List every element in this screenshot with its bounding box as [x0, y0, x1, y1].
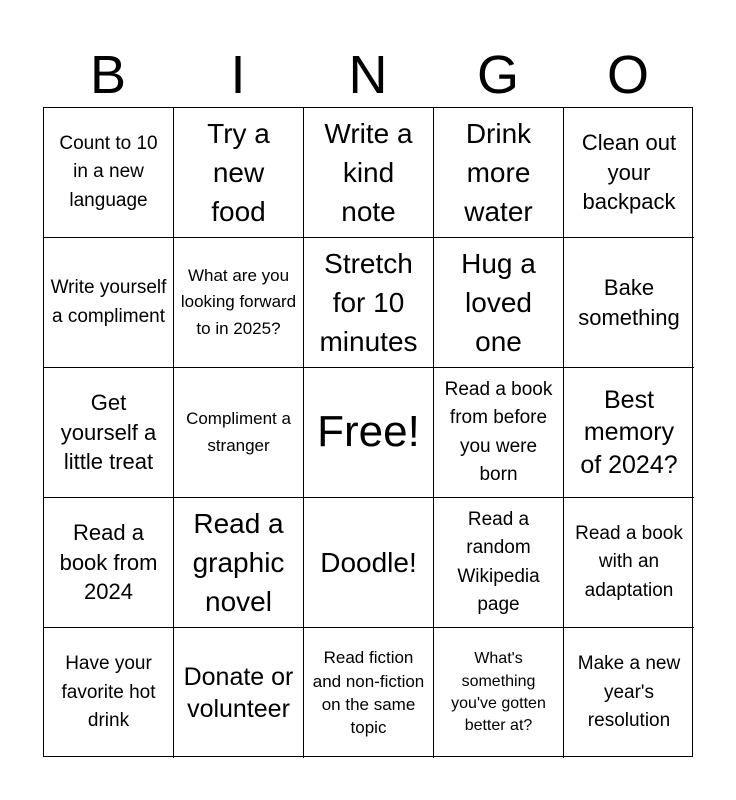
cell-text: What are you looking forward to in 2025?	[180, 265, 297, 338]
bingo-cell[interactable]	[564, 498, 694, 628]
bingo-cell[interactable]	[44, 498, 174, 628]
bingo-cell[interactable]	[434, 108, 564, 238]
bingo-board	[43, 107, 693, 757]
cell-text: Read a book with an adaptation	[575, 522, 683, 601]
cell-text: Doodle!	[320, 546, 417, 578]
bingo-cell[interactable]	[434, 238, 564, 368]
cell-text: Stretch for 10 minutes	[319, 247, 418, 358]
cell-text: Clean out your backpack	[581, 129, 677, 215]
bingo-cell[interactable]	[304, 628, 434, 758]
bingo-cell[interactable]	[44, 628, 174, 758]
header-letter-b: B	[89, 45, 127, 105]
bingo-cell[interactable]	[174, 238, 304, 368]
cell-text: Read a book from 2024	[59, 519, 158, 605]
cell-text: Bake something	[578, 274, 680, 330]
bingo-cell[interactable]	[434, 628, 564, 758]
bingo-cell[interactable]	[564, 628, 694, 758]
bingo-cell[interactable]	[434, 368, 564, 498]
bingo-cell-free[interactable]	[304, 368, 434, 498]
bingo-cell[interactable]	[564, 108, 694, 238]
header-letter-o: O	[606, 45, 649, 105]
cell-text: Hug a loved one	[461, 247, 536, 358]
bingo-cell[interactable]	[304, 238, 434, 368]
bingo-cell[interactable]	[564, 368, 694, 498]
bingo-cell[interactable]	[44, 368, 174, 498]
cell-text: Count to 10 in a new language	[59, 132, 158, 211]
cell-text: Write a kind note	[324, 117, 413, 228]
cell-text: Read a random Wikipedia page	[457, 508, 540, 615]
bingo-cell[interactable]	[304, 108, 434, 238]
cell-text: Have your favorite hot drink	[61, 653, 156, 732]
header-letter-n: N	[348, 45, 388, 105]
cell-text: Compliment a stranger	[186, 409, 291, 455]
cell-text: Make a new year's resolution	[577, 653, 681, 732]
header-letter-i: I	[230, 45, 246, 105]
cell-text: Write yourself a compliment	[50, 277, 167, 327]
bingo-cell[interactable]	[174, 108, 304, 238]
cell-text: What's something you've gotten better at?	[451, 650, 546, 735]
cell-text: Read a graphic novel	[192, 507, 285, 618]
cell-text: Read fiction and non-fiction on the same topic	[312, 648, 425, 738]
free-space-text: Free!	[317, 407, 420, 457]
bingo-cell[interactable]	[174, 498, 304, 628]
cell-text: Drink more water	[464, 117, 533, 228]
cell-text: Get yourself a little treat	[60, 389, 157, 475]
bingo-cell[interactable]	[44, 238, 174, 368]
bingo-cell[interactable]	[174, 368, 304, 498]
bingo-cell[interactable]	[434, 498, 564, 628]
cell-text: Read a book from before you were born	[444, 378, 553, 485]
cell-text: Best memory of 2024?	[580, 385, 678, 479]
bingo-cell[interactable]	[44, 108, 174, 238]
bingo-cell[interactable]	[304, 498, 434, 628]
cell-text: Try a new food	[207, 117, 270, 228]
bingo-cell[interactable]	[564, 238, 694, 368]
header-letter-g: G	[476, 45, 519, 105]
bingo-cell[interactable]	[174, 628, 304, 758]
bingo-header	[43, 44, 693, 106]
cell-text: Donate or volunteer	[183, 662, 294, 723]
